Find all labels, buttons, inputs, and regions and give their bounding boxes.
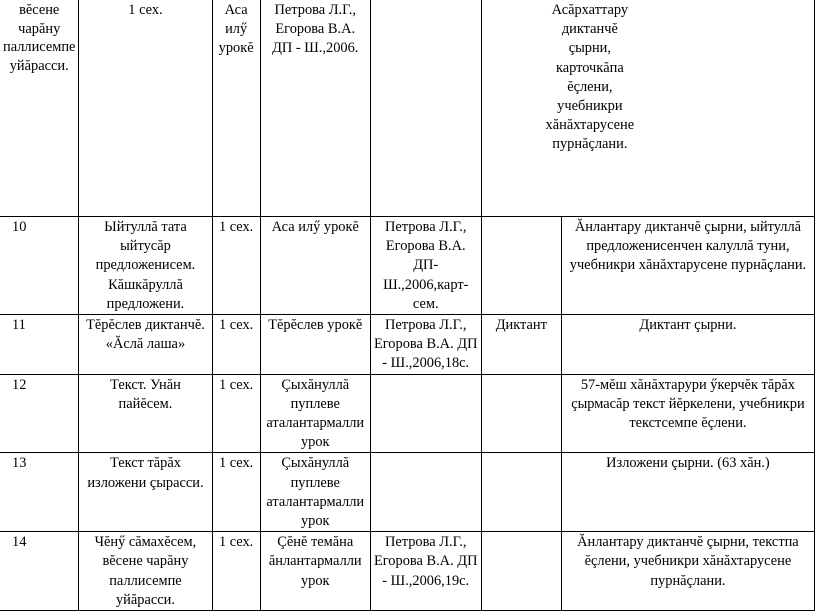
homework-cell: Диктант çырни. xyxy=(561,315,814,375)
topic-cell: Тĕрĕслев диктанчĕ. «Ăслă лаша» xyxy=(79,315,212,375)
lesson-type-cell: Тĕрĕслев урокĕ xyxy=(260,315,370,375)
control-cell xyxy=(481,453,561,532)
row-number: 12 xyxy=(0,374,79,453)
homework-cell: 57-мĕш хăнăхтарури ӳкерчĕк тăрăх çырмасăр текст йĕркелени, учебникри текстсемпе ĕçлени. xyxy=(561,374,814,453)
topic-cell: Чĕнӳ сăмахĕсем, вĕсене чарăну паллисемпе уйăрасси. xyxy=(79,532,212,611)
row-number: 10 xyxy=(0,217,79,315)
row-number: 11 xyxy=(0,315,79,375)
lesson-type-cell: Аса илӳ урокĕ xyxy=(212,0,260,217)
table-row xyxy=(0,374,815,453)
hours-cell: 1 сех. xyxy=(212,453,260,532)
empty-cell xyxy=(370,0,481,217)
control-cell: Диктант xyxy=(481,315,561,375)
literature-cell xyxy=(370,453,481,532)
topic-cell: вĕсене чарăну паллисемпе уйăрасси. xyxy=(0,0,79,217)
control-cell xyxy=(481,374,561,453)
lesson-type-cell: Çыхăнуллă пуплеве аталантармалли урок xyxy=(260,453,370,532)
homework-cell: Изложени çырни. (63 хăн.) xyxy=(561,453,814,532)
control-cell xyxy=(481,217,561,315)
literature-cell: Петрова Л.Г., Егорова В.А. ДП - Ш.,2006,19с. xyxy=(370,532,481,611)
table-row xyxy=(0,217,815,315)
control-cell xyxy=(481,532,561,611)
table-row xyxy=(0,453,815,532)
topic-cell: Текст. Унăн пайĕсем. xyxy=(79,374,212,453)
hours-cell: 1 сех. xyxy=(212,315,260,375)
topic-cell: Текст тăрăх изложени çырасси. xyxy=(79,453,212,532)
activity-cell: Асăрхаттару диктанчĕ çырни, карточкăпа ĕçлени, учебникри хăнăхтарусене пурнăçлани. xyxy=(481,0,814,217)
lesson-type-cell: Аса илӳ урокĕ xyxy=(260,217,370,315)
lesson-type-cell: Çыхăнуллă пуплеве аталантармалли урок xyxy=(260,374,370,453)
table-row xyxy=(0,315,815,375)
literature-cell: Петрова Л.Г., Егорова В.А. ДП-Ш.,2006,карт-сем. xyxy=(370,217,481,315)
homework-cell: Ăнлантару диктанчĕ çырни, текстпа ĕçлени, учебникри хăнăхтарусене пурнăçлани. xyxy=(561,532,814,611)
hours-cell: 1 сех. xyxy=(212,374,260,453)
literature-cell xyxy=(370,374,481,453)
hours-cell: 1 сех. xyxy=(79,0,212,217)
hours-cell: 1 сех. xyxy=(212,532,260,611)
table-row xyxy=(0,0,815,217)
table-row xyxy=(0,532,815,611)
lesson-type-cell: Çĕнĕ темăна ăнлантармалли урок xyxy=(260,532,370,611)
hours-cell: 1 сех. xyxy=(212,217,260,315)
topic-cell: Ыйтуллă тата ыйтусăр предложенисем. Кăшкăруллă предложени. xyxy=(79,217,212,315)
literature-cell: Петрова Л.Г., Егорова В.А. ДП - Ш.,2006,18с. xyxy=(370,315,481,375)
row-number: 13 xyxy=(0,453,79,532)
homework-cell: Ăнлантару диктанчĕ çырни, ыйтуллă предложенисенчен калуллă туни, учебникри хăнăхтарусене пурнăçлани. xyxy=(561,217,814,315)
literature-cell: Петрова Л.Г., Егорова В.А. ДП - Ш.,2006. xyxy=(260,0,370,217)
row-number: 14 xyxy=(0,532,79,611)
